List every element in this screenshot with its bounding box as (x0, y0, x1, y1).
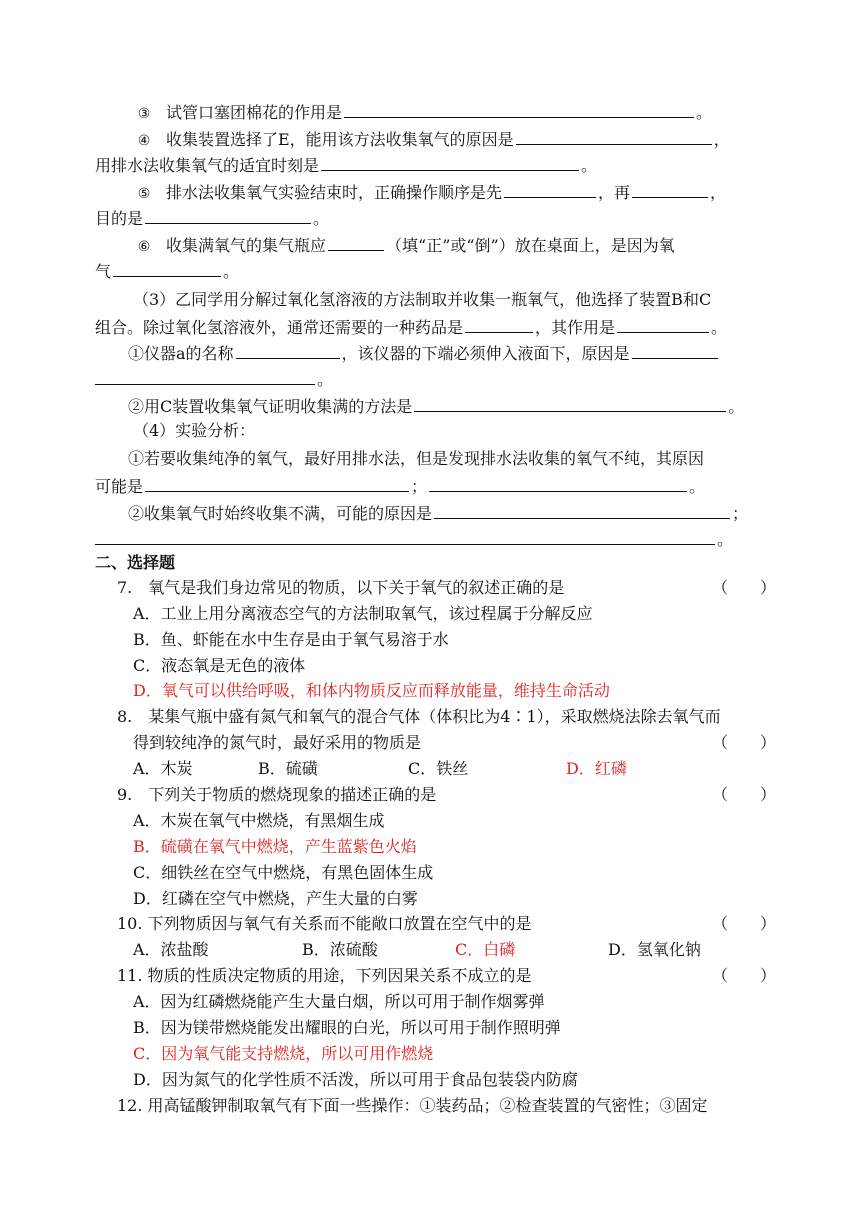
q10-option-c-answer[interactable]: C．白磷 (455, 940, 516, 959)
q9-option-b-answer[interactable]: B．硫磺在氧气中燃烧，产生蓝紫色火焰 (133, 837, 417, 856)
answer-blank[interactable] (145, 475, 409, 492)
item-marker: ⑥ (137, 239, 151, 255)
question-text: 气 (95, 262, 112, 281)
part3-item1: ①仪器a的名称 ，该仪器的下端必须伸入液面下，原因是 (128, 342, 720, 364)
q9-option-d[interactable]: D．红磷在空气中燃烧，产生大量的白雾 (133, 889, 418, 908)
q7-option-c[interactable]: C．液态氧是无色的液体 (133, 656, 306, 675)
q10-option-b[interactable]: B．浓硫酸 (302, 940, 378, 959)
q11-option-c-answer[interactable]: C．因为氧气能支持燃烧，所以可用作燃烧 (133, 1044, 434, 1063)
q8-option-d-answer[interactable]: D．红磷 (566, 759, 627, 778)
answer-blank[interactable] (95, 528, 715, 545)
answer-paren[interactable]: （ ） (712, 914, 777, 933)
part3-line1: （3）乙同学用分解过氧化氢溶液的方法制取并收集一瓶氧气，他选择了装置B和C (133, 290, 712, 309)
answer-blank[interactable] (632, 181, 708, 198)
answer-blank[interactable] (145, 207, 311, 224)
q11-option-d[interactable]: D．因为氮气的化学性质不活泼，所以可用于食品包装袋内防腐 (133, 1070, 578, 1089)
item-marker: ③ (137, 106, 151, 122)
q8-option-c[interactable]: C．铁丝 (408, 759, 469, 778)
q9-option-c[interactable]: C．细铁丝在空气中燃烧，有黑色固体生成 (133, 863, 434, 882)
question-text: 排水法收集氧气实验结束时，正确操作顺序是先 (166, 183, 503, 202)
q10-option-d[interactable]: D．氢氧化钠 (608, 940, 701, 959)
answer-blank[interactable] (516, 128, 712, 145)
part4-item1-cont: 可能是 ； 。 (95, 477, 706, 496)
part3-item2: ②用C装置收集氧气证明收集满的方法是 。 (128, 397, 745, 416)
part3-line2: 组合。除过氧化氢溶液外，通常还需要的一种药品是 ，其作用是 。 (95, 318, 728, 337)
answer-blank[interactable] (429, 475, 687, 492)
q8-option-a[interactable]: A．木炭 (133, 759, 193, 778)
q8-stem-line1: 8. 某集气瓶中盛有氮气和氧气的混合气体（体积比为4∶1），采取燃烧法除去氧气而 (117, 707, 721, 726)
answer-blank[interactable] (465, 316, 533, 333)
part4-item2: ②收集氧气时始终收集不满，可能的原因是 ； (128, 504, 749, 523)
q10-option-a[interactable]: A．浓盐酸 (133, 940, 209, 959)
q10-stem: 10. 下列物质因与氧气有关系而不能敞口放置在空气中的是 (117, 914, 532, 933)
answer-paren[interactable]: （ ） (712, 785, 777, 804)
q8-option-b[interactable]: B．硫磺 (258, 759, 318, 778)
q7-option-b[interactable]: B．鱼、虾能在水中生存是由于氧气易溶于水 (133, 630, 449, 649)
part4-item2-cont: 。 (95, 528, 733, 550)
sub-item-3: ③ 试管口塞团棉花的作用是 。 (137, 103, 713, 122)
q11-option-b[interactable]: B．因为镁带燃烧能发出耀眼的白光，所以可用于制作照明弹 (133, 1018, 561, 1037)
sub-item-4: ④ 收集装置选择了E，能用该方法收集氧气的原因是 ， (137, 130, 730, 149)
answer-blank[interactable] (328, 234, 384, 251)
question-text: 试管口塞团棉花的作用是 (166, 103, 343, 122)
answer-blank[interactable] (236, 342, 340, 359)
part4-item1: ①若要收集纯净的氧气，最好用排水法，但是发现排水法收集的氧气不纯，其原因 (128, 449, 705, 468)
q12-stem: 12. 用高锰酸钾制取氧气有下面一些操作：①装药品；②检查装置的气密性；③固定 (117, 1096, 708, 1115)
q11-stem: 11. 物质的性质决定物质的用途，下列因果关系不成立的是 (117, 966, 532, 985)
answer-blank[interactable] (414, 395, 726, 412)
question-text: 目的是 (95, 209, 144, 228)
question-text: 收集满氧气的集气瓶应 (166, 236, 327, 255)
answer-blank[interactable] (504, 181, 596, 198)
q11-option-a[interactable]: A．因为红磷燃烧能产生大量白烟，所以可用于制作烟雾弹 (133, 992, 545, 1011)
item-marker: ⑤ (137, 186, 151, 202)
part4-title: （4）实验分析： (133, 421, 256, 440)
sub-item-6: ⑥ 收集满氧气的集气瓶应 （填“正”或“倒”）放在桌面上，是因为氧 (137, 236, 675, 255)
section-title: 二、选择题 (95, 553, 176, 572)
answer-blank[interactable] (321, 154, 579, 171)
answer-blank[interactable] (632, 342, 718, 359)
question-text: 收集装置选择了E，能用该方法收集氧气的原因是 (166, 130, 514, 149)
q8-stem-line2: 得到较纯净的氮气时，最好采用的物质是 (133, 733, 422, 752)
item-marker: ④ (137, 133, 151, 149)
answer-blank[interactable] (617, 316, 709, 333)
sub-item-5-cont: 目的是 。 (95, 209, 330, 228)
q7-stem: 7. 氧气是我们身边常见的物质，以下关于氧气的叙述正确的是 (117, 578, 565, 597)
answer-blank[interactable] (434, 502, 730, 519)
question-text: 用排水法收集氧气的适宜时刻是 (95, 156, 320, 175)
answer-blank[interactable] (113, 260, 221, 277)
q7-option-d-answer[interactable]: D．氧气可以供给呼吸，和体内物质反应而释放能量，维持生命活动 (133, 681, 610, 700)
answer-blank[interactable] (344, 101, 694, 118)
answer-paren[interactable]: （ ） (712, 733, 777, 752)
answer-paren[interactable]: （ ） (712, 578, 777, 597)
q9-option-a[interactable]: A．木炭在氧气中燃烧，有黑烟生成 (133, 811, 385, 830)
part3-item1-cont: 。 (95, 368, 333, 390)
q9-stem: 9. 下列关于物质的燃烧现象的描述正确的是 (117, 785, 437, 804)
answer-paren[interactable]: （ ） (712, 966, 777, 985)
answer-blank[interactable] (95, 368, 315, 385)
sub-item-6-cont: 气 。 (95, 262, 240, 281)
q7-option-a[interactable]: A．工业上用分离液态空气的方法制取氧气，该过程属于分解反应 (133, 604, 593, 623)
sub-item-4-cont: 用排水法收集氧气的适宜时刻是 。 (95, 156, 598, 175)
sub-item-5: ⑤ 排水法收集氧气实验结束时，正确操作顺序是先 ，再 ， (137, 183, 727, 202)
